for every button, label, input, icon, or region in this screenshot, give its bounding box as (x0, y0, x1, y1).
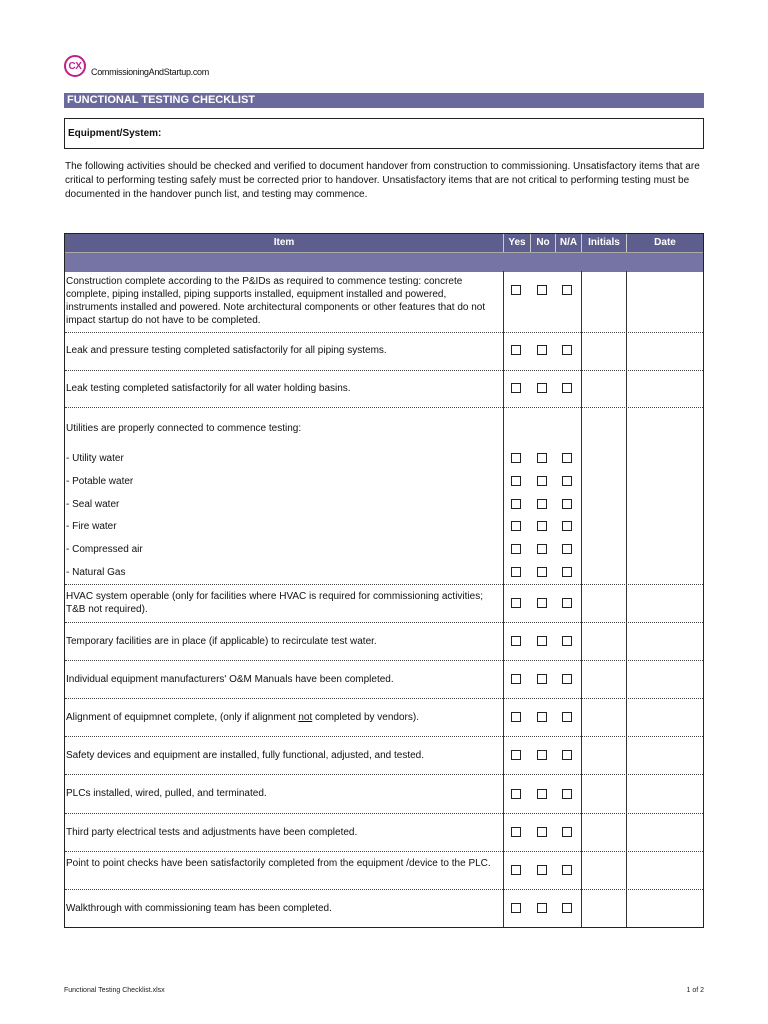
na-checkbox[interactable] (562, 712, 572, 722)
na-checkbox[interactable] (562, 499, 572, 509)
sub-item-text: - Potable water (66, 476, 134, 487)
footer-filename: Functional Testing Checklist.xlsx (64, 987, 165, 994)
table-row (65, 813, 703, 852)
na-checkbox[interactable] (562, 521, 572, 531)
item-text: PLCs installed, wired, pulled, and terminated. (66, 788, 267, 799)
yes-checkbox[interactable] (511, 789, 521, 799)
yes-checkbox[interactable] (511, 499, 521, 509)
yes-checkbox[interactable] (511, 476, 521, 486)
table-row (65, 698, 703, 737)
na-checkbox[interactable] (562, 827, 572, 837)
table-row (65, 622, 703, 661)
item-text: Utilities are properly connected to commence testing: (66, 423, 302, 434)
na-checkbox[interactable] (562, 476, 572, 486)
item-text-part: Alignment of equipmnet complete, (only if alignment (66, 712, 299, 723)
no-checkbox[interactable] (537, 499, 547, 509)
na-checkbox[interactable] (562, 453, 572, 463)
sub-item-text: - Compressed air (66, 544, 143, 555)
na-checkbox[interactable] (562, 865, 572, 875)
yes-checkbox[interactable] (511, 453, 521, 463)
logo (64, 52, 209, 80)
na-checkbox[interactable] (562, 544, 572, 554)
sub-item-text: - Fire water (66, 521, 117, 532)
yes-checkbox[interactable] (511, 521, 521, 531)
no-checkbox[interactable] (537, 712, 547, 722)
no-checkbox[interactable] (537, 789, 547, 799)
yes-checkbox[interactable] (511, 903, 521, 913)
yes-checkbox[interactable] (511, 750, 521, 760)
na-checkbox[interactable] (562, 345, 572, 355)
table-subheader-band (65, 252, 703, 272)
na-checkbox[interactable] (562, 383, 572, 393)
yes-checkbox[interactable] (511, 636, 521, 646)
no-checkbox[interactable] (537, 345, 547, 355)
no-checkbox[interactable] (537, 903, 547, 913)
yes-checkbox[interactable] (511, 544, 521, 554)
no-checkbox[interactable] (537, 827, 547, 837)
col-item-header: Item (273, 237, 295, 248)
footer-page-number: 1 of 2 (686, 987, 704, 994)
brand-name: CommissioningAndStartup.com (91, 67, 209, 77)
no-checkbox[interactable] (537, 674, 547, 684)
no-checkbox[interactable] (537, 453, 547, 463)
table-row (65, 370, 703, 408)
table-row (65, 332, 703, 371)
item-text: Individual equipment manufacturers' O&M Manuals have been completed. (66, 674, 394, 685)
table-row (65, 660, 703, 699)
item-text: Safety devices and equipment are installed, fully functional, adjusted, and tested. (66, 750, 425, 761)
yes-checkbox[interactable] (511, 285, 521, 295)
yes-checkbox[interactable] (511, 567, 521, 577)
yes-checkbox[interactable] (511, 827, 521, 837)
table-row (65, 889, 703, 927)
no-checkbox[interactable] (537, 285, 547, 295)
no-checkbox[interactable] (537, 750, 547, 760)
col-yes-header: Yes (503, 234, 530, 252)
table-row (65, 851, 703, 890)
item-text: Leak testing completed satisfactorily for all water holding basins. (66, 383, 351, 394)
no-checkbox[interactable] (537, 476, 547, 486)
item-text: Walkthrough with commissioning team has been completed. (66, 903, 332, 914)
yes-checkbox[interactable] (511, 865, 521, 875)
table-header (65, 234, 703, 252)
table-row (65, 774, 703, 814)
yes-checkbox[interactable] (511, 674, 521, 684)
item-text: Leak and pressure testing completed satisfactorily for all piping systems. (66, 345, 387, 356)
na-checkbox[interactable] (562, 674, 572, 684)
table-row (65, 584, 703, 623)
yes-checkbox[interactable] (511, 598, 521, 608)
na-checkbox[interactable] (562, 750, 572, 760)
item-text-part: completed by vendors). (312, 712, 419, 723)
checklist-table (64, 233, 704, 928)
no-checkbox[interactable] (537, 598, 547, 608)
no-checkbox[interactable] (537, 544, 547, 554)
no-checkbox[interactable] (537, 521, 547, 531)
na-checkbox[interactable] (562, 789, 572, 799)
yes-checkbox[interactable] (511, 712, 521, 722)
intro-paragraph: The following activities should be checked and verified to document handover from construction to commissioning. Unsatisfactory items that are critical to performing testing safely must be corrected prior to handover. Unsatisfactory items that are not critical to performing testing must be documented in the handover punch list, and testing may commence. (65, 161, 700, 200)
na-checkbox[interactable] (562, 636, 572, 646)
page-title: FUNCTIONAL TESTING CHECKLIST (64, 93, 704, 108)
sub-item-text: - Seal water (66, 499, 120, 510)
table-row (65, 736, 703, 775)
yes-checkbox[interactable] (511, 345, 521, 355)
cx-logo-icon: CX (64, 55, 86, 77)
table-row (65, 407, 703, 585)
item-text: Construction complete according to the P&IDs as required to commence testing: concrete complete, piping installed, piping supports installed, equipment installed and powered, instruments installed and powered. Note architectural components or other features that do not impact startup do not have to be completed. (66, 276, 486, 326)
item-text: Third party electrical tests and adjustments have been completed. (66, 827, 358, 838)
col-no-header: No (530, 234, 555, 252)
col-na-header: N/A (555, 234, 581, 252)
no-checkbox[interactable] (537, 865, 547, 875)
col-initials-header: Initials (581, 234, 626, 252)
sub-item-text: - Utility water (66, 453, 124, 464)
col-date-header: Date (626, 234, 703, 252)
na-checkbox[interactable] (562, 567, 572, 577)
yes-checkbox[interactable] (511, 383, 521, 393)
no-checkbox[interactable] (537, 636, 547, 646)
na-checkbox[interactable] (562, 903, 572, 913)
na-checkbox[interactable] (562, 598, 572, 608)
item-text: Temporary facilities are in place (if applicable) to recirculate test water. (66, 636, 377, 647)
item-text: Point to point checks have been satisfactorily completed from the equipment /device to the PLC. (66, 858, 491, 869)
equipment-system-label: Equipment/System: (68, 128, 162, 139)
equipment-system-field[interactable] (64, 118, 704, 149)
sub-item-text: - Natural Gas (66, 567, 126, 578)
emphasis-not: not (298, 712, 313, 723)
no-checkbox[interactable] (537, 383, 547, 393)
item-text (66, 711, 498, 724)
na-checkbox[interactable] (562, 285, 572, 295)
item-text: HVAC system operable (only for facilities where HVAC is required for commissioning activities; T&B not required). (66, 591, 483, 615)
no-checkbox[interactable] (537, 567, 547, 577)
table-row (65, 271, 703, 333)
